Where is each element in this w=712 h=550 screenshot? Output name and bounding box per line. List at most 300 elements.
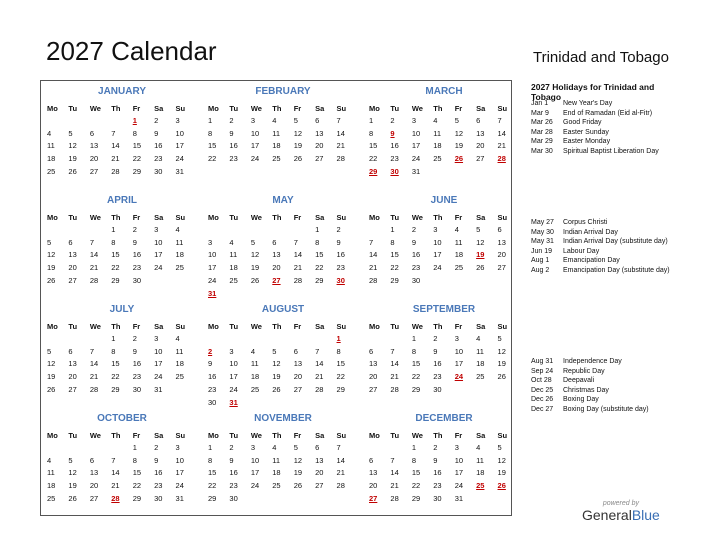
weekday-header: Mo [208,430,219,440]
day-cell: 2 [154,442,159,452]
weekday-header: Su [497,430,508,440]
day-cell: 30 [154,167,163,177]
holiday-item [531,357,701,367]
day-cell [251,287,272,300]
day-cell: 2 [411,224,417,234]
day-cell: 3 [250,115,256,125]
month-july [47,303,197,396]
holiday-item [531,256,701,266]
day-cell: 16 [154,468,163,478]
holiday-day-cell: 30 [390,167,399,177]
day-cell: 3 [208,237,213,247]
day-cell: 6 [89,455,95,465]
holiday-date: May 30 [531,228,554,236]
day-cell: 16 [229,468,238,478]
day-cell: 17 [250,141,260,151]
holiday-day-cell: 26 [497,481,506,491]
day-cell [294,223,315,236]
day-cell: 17 [433,250,442,260]
weekday-header: Tu [390,212,400,222]
weekday-header: We [89,103,101,113]
calendar-grid [40,80,512,516]
day-cell: 3 [433,224,438,234]
day-cell [476,165,497,178]
day-cell: 2 [229,442,234,452]
day-cell [433,274,454,287]
day-cell: 12 [68,468,77,478]
weekday-header: We [89,430,101,440]
day-cell: 13 [68,250,77,260]
month-name: NOVEMBER [254,413,312,424]
day-cell: 5 [497,333,502,343]
holiday-date: Aug 31 [531,358,554,365]
day-cell: 12 [293,128,303,138]
day-cell: 27 [89,167,99,177]
holiday-name: Spiritual Baptist Liberation Day [563,147,659,155]
day-cell: 27 [369,385,378,395]
weekday-header: Sa [154,103,164,113]
weekday-header: Tu [68,212,78,222]
day-cell: 30 [132,276,142,286]
day-cell: 3 [175,442,180,452]
holiday-date: Jun 19 [531,247,553,255]
month-name: MARCH [425,86,463,97]
day-cell [154,274,175,287]
day-cell: 13 [89,468,99,478]
weekday-header: Fr [132,321,141,331]
day-cell: 31 [454,494,464,504]
weekday-header: Tu [229,103,239,113]
day-cell: 16 [336,250,345,260]
day-cell [47,441,68,454]
weekday-header: Th [433,321,443,331]
day-cell: 28 [390,494,399,504]
day-cell: 4 [47,128,52,138]
day-cell: 26 [250,276,260,286]
day-cell: 7 [111,128,116,138]
day-cell: 11 [272,128,281,138]
day-cell: 19 [47,372,56,382]
day-cell: 18 [229,263,238,273]
holiday-date: Mar 30 [531,147,553,155]
day-cell: 15 [208,468,217,478]
day-cell: 19 [497,468,506,478]
weekday-header: Th [272,321,282,331]
weekday-header: Sa [476,321,486,331]
month-name: OCTOBER [97,413,147,424]
day-cell [369,223,390,236]
day-cell: 7 [89,237,95,247]
day-cell [294,396,315,409]
day-cell: 4 [175,333,180,343]
day-cell: 11 [476,455,484,465]
weekday-header: Mo [208,212,219,222]
holiday-item [531,228,701,238]
day-cell: 24 [154,263,163,273]
holidays-title: 2027 Holidays for Trinidad and Tobago [531,82,655,102]
day-cell [498,274,519,287]
day-cell: 4 [47,455,52,465]
day-cell: 8 [132,128,137,138]
day-cell: 12 [272,359,281,369]
day-cell: 2 [132,333,137,343]
day-cell: 17 [250,468,260,478]
day-cell: 24 [154,372,163,382]
day-cell [294,287,315,300]
day-cell: 24 [175,481,184,491]
holiday-item [531,237,701,247]
day-cell: 28 [293,276,303,286]
day-cell: 3 [175,115,180,125]
day-cell: 25 [175,263,184,273]
weekday-header: Th [272,103,282,113]
holiday-day-cell: 25 [476,481,485,491]
day-cell: 28 [89,385,99,395]
day-cell: 12 [497,346,506,356]
day-cell: 9 [154,128,159,138]
holiday-item [531,266,701,276]
day-cell: 1 [390,224,395,234]
day-cell: 28 [336,154,345,164]
day-cell: 7 [390,455,395,465]
weekday-header: We [250,212,262,222]
holiday-date: Oct 28 [531,377,552,385]
day-cell: 11 [175,237,184,247]
day-cell: 7 [89,346,95,356]
holiday-name: Boxing Day [563,396,599,404]
day-cell: 15 [315,250,324,260]
day-cell: 8 [132,455,137,465]
holiday-day-cell: 19 [476,250,485,260]
day-cell: 19 [47,263,56,273]
weekday-header: Fr [293,321,302,331]
month-january [47,85,197,178]
day-cell: 4 [272,442,277,452]
day-cell [90,223,111,236]
day-cell: 7 [111,455,116,465]
day-cell: 6 [497,224,502,234]
day-cell [337,287,358,300]
day-cell: 22 [111,263,120,273]
day-cell: 24 [250,481,260,491]
day-cell: 19 [293,468,303,478]
day-cell [337,492,358,505]
weekday-header: Th [111,321,121,331]
day-cell: 25 [250,385,260,395]
day-cell: 6 [369,455,374,465]
holiday-date: May 31 [531,238,554,246]
day-cell: 17 [454,359,464,369]
day-cell [90,114,111,127]
day-cell [272,287,293,300]
day-cell: 23 [208,385,217,395]
month-name: MAY [272,195,294,206]
day-cell: 30 [433,494,442,504]
day-cell: 31 [175,494,184,504]
holiday-name: Easter Monday [563,138,611,146]
weekday-header: Fr [293,430,302,440]
day-cell: 17 [175,468,184,478]
holiday-day-cell: 31 [208,288,217,298]
day-cell: 29 [111,276,120,286]
day-cell: 26 [47,385,56,395]
day-cell: 19 [497,359,506,369]
holiday-name: Emancipation Day [563,257,620,265]
day-cell [476,383,497,396]
day-cell: 10 [154,237,163,247]
day-cell: 27 [497,263,506,273]
day-cell: 24 [175,154,184,164]
day-cell [68,441,89,454]
day-cell: 22 [336,372,345,382]
holiday-date: Mar 28 [531,128,553,136]
day-cell: 15 [208,141,217,151]
day-cell: 30 [433,385,442,395]
day-cell: 27 [68,385,77,395]
day-cell: 24 [229,385,238,395]
day-cell: 21 [111,481,120,491]
day-cell: 12 [476,237,485,247]
weekday-header: Su [336,103,347,113]
day-cell: 14 [89,250,99,260]
day-cell: 20 [476,141,485,151]
holiday-name: End of Ramadan (Eid al-Fitr) [563,109,653,117]
day-cell: 18 [272,468,281,478]
weekday-header: Tu [229,212,239,222]
month-name: JUNE [430,195,458,206]
weekday-header: Su [336,430,347,440]
day-cell: 21 [111,154,120,164]
weekday-header: We [411,321,423,331]
day-cell: 4 [433,115,438,125]
day-cell: 27 [68,276,77,286]
day-cell: 23 [433,481,442,491]
weekday-header: Sa [476,430,486,440]
day-cell: 30 [208,397,217,407]
day-cell [498,492,519,505]
day-cell [272,332,293,345]
day-cell: 10 [411,128,421,138]
day-cell: 18 [250,372,260,382]
day-cell: 4 [175,224,180,234]
holiday-day-cell: 1 [336,333,341,343]
day-cell: 23 [132,372,142,382]
day-cell: 11 [476,346,484,356]
weekday-header: We [250,430,262,440]
day-cell: 21 [369,263,378,273]
country-name: Trinidad and Tobago [533,49,669,66]
month-september [369,303,519,396]
day-cell: 5 [476,224,481,234]
weekday-header: Su [336,321,347,331]
day-cell: 7 [336,442,341,452]
day-cell [68,114,89,127]
day-cell [176,383,197,396]
holiday-name: Indian Arrival Day (substitute day) [563,238,668,246]
day-cell: 15 [132,141,142,151]
day-cell: 2 [433,333,438,343]
holiday-name: Republic Day [563,367,605,375]
day-cell: 1 [315,224,320,234]
holiday-day-cell: 28 [111,494,120,504]
day-cell: 6 [293,346,298,356]
weekday-header: Mo [47,103,58,113]
holiday-date: Dec 25 [531,386,554,394]
day-cell: 23 [390,154,399,164]
holiday-day-cell: 1 [132,115,137,125]
day-cell: 24 [411,154,421,164]
day-cell: 9 [154,455,159,465]
day-cell [433,165,454,178]
holiday-name: Labour Day [563,247,600,255]
day-cell: 16 [229,141,238,151]
brand-logo[interactable] [582,500,660,523]
weekday-header: Mo [369,321,380,331]
day-cell [315,396,336,409]
weekday-header: Tu [390,103,400,113]
holiday-date: May 27 [531,219,554,226]
day-cell: 10 [175,128,184,138]
day-cell: 2 [229,115,234,125]
weekday-header: Sa [315,321,325,331]
day-cell: 21 [89,263,99,273]
day-cell [476,274,497,287]
weekday-header: Fr [132,103,141,113]
holiday-item [531,386,701,396]
weekday-header: Mo [369,212,380,222]
day-cell [251,492,272,505]
day-cell: 13 [315,455,324,465]
day-cell: 29 [111,385,120,395]
day-cell: 29 [411,494,421,504]
day-cell: 1 [208,115,213,125]
holiday-item [531,405,701,415]
day-cell [68,223,89,236]
weekday-header: Mo [47,321,58,331]
day-cell: 12 [47,359,56,369]
day-cell: 27 [89,494,99,504]
day-cell: 27 [476,154,485,164]
day-cell: 9 [229,455,234,465]
day-cell: 19 [454,141,464,151]
weekday-header: Sa [154,212,164,222]
day-cell [476,492,497,505]
day-cell: 14 [336,128,345,138]
day-cell: 1 [132,442,137,452]
weekday-header: Su [175,430,186,440]
day-cell: 1 [111,333,116,343]
day-cell: 8 [369,128,374,138]
day-cell: 18 [272,141,281,151]
page-title: 2027 Calendar [46,36,217,66]
holiday-date: Dec 27 [531,405,554,413]
weekday-header: Fr [132,212,141,222]
weekday-header: Th [433,212,443,222]
weekday-header: We [411,103,423,113]
month-name: DECEMBER [415,413,473,424]
holiday-day-cell: 28 [497,154,506,164]
day-cell: 24 [250,154,260,164]
day-cell: 6 [369,346,374,356]
day-cell: 4 [250,346,256,356]
day-cell: 11 [272,455,281,465]
day-cell: 12 [497,455,506,465]
weekday-header: Sa [476,212,486,222]
day-cell: 24 [454,481,464,491]
day-cell: 15 [411,359,421,369]
day-cell: 22 [390,263,399,273]
day-cell: 8 [208,128,213,138]
day-cell: 29 [208,494,217,504]
day-cell [369,441,390,454]
holiday-date: Aug 1 [531,257,550,265]
day-cell: 16 [132,250,142,260]
day-cell: 16 [390,141,399,151]
day-cell: 15 [411,468,421,478]
holiday-list-q3 [531,357,701,415]
day-cell: 19 [68,154,77,164]
holiday-date: Jan 1 [531,100,549,107]
day-cell: 20 [68,263,77,273]
day-cell: 28 [369,276,378,286]
day-cell: 10 [454,346,464,356]
day-cell: 23 [411,263,421,273]
day-cell: 16 [132,359,142,369]
holiday-date: Aug 2 [531,266,550,274]
day-cell: 22 [111,372,120,382]
holiday-name: Independence Day [563,358,622,365]
day-cell [315,287,336,300]
day-cell: 30 [154,494,163,504]
weekday-header: Tu [68,430,78,440]
day-cell: 20 [369,481,378,491]
day-cell: 13 [89,141,99,151]
month-name: AUGUST [261,304,305,315]
day-cell: 20 [272,263,281,273]
day-cell: 19 [68,481,77,491]
day-cell: 9 [208,359,213,369]
day-cell: 29 [411,385,421,395]
day-cell [229,223,250,236]
weekday-header: Tu [68,321,78,331]
day-cell: 16 [154,141,163,151]
day-cell: 5 [497,442,502,452]
holiday-date: Mar 26 [531,119,553,127]
holiday-date: Mar 29 [531,138,553,146]
day-cell: 20 [293,372,303,382]
day-cell: 1 [369,115,374,125]
day-cell: 19 [272,372,281,382]
day-cell: 17 [454,468,464,478]
day-cell [111,114,132,127]
day-cell [47,332,68,345]
day-cell: 30 [411,276,421,286]
month-december [369,412,519,505]
day-cell: 14 [390,359,399,369]
weekday-header: Fr [454,212,463,222]
day-cell: 8 [336,346,341,356]
month-october [47,412,197,505]
day-cell: 26 [68,167,77,177]
weekday-header: Sa [315,212,325,222]
day-cell [498,383,519,396]
day-cell [47,114,68,127]
day-cell: 23 [154,154,163,164]
day-cell: 14 [111,468,120,478]
day-cell: 11 [175,346,184,356]
holiday-day-cell: 9 [390,128,395,138]
day-cell: 22 [411,372,421,382]
